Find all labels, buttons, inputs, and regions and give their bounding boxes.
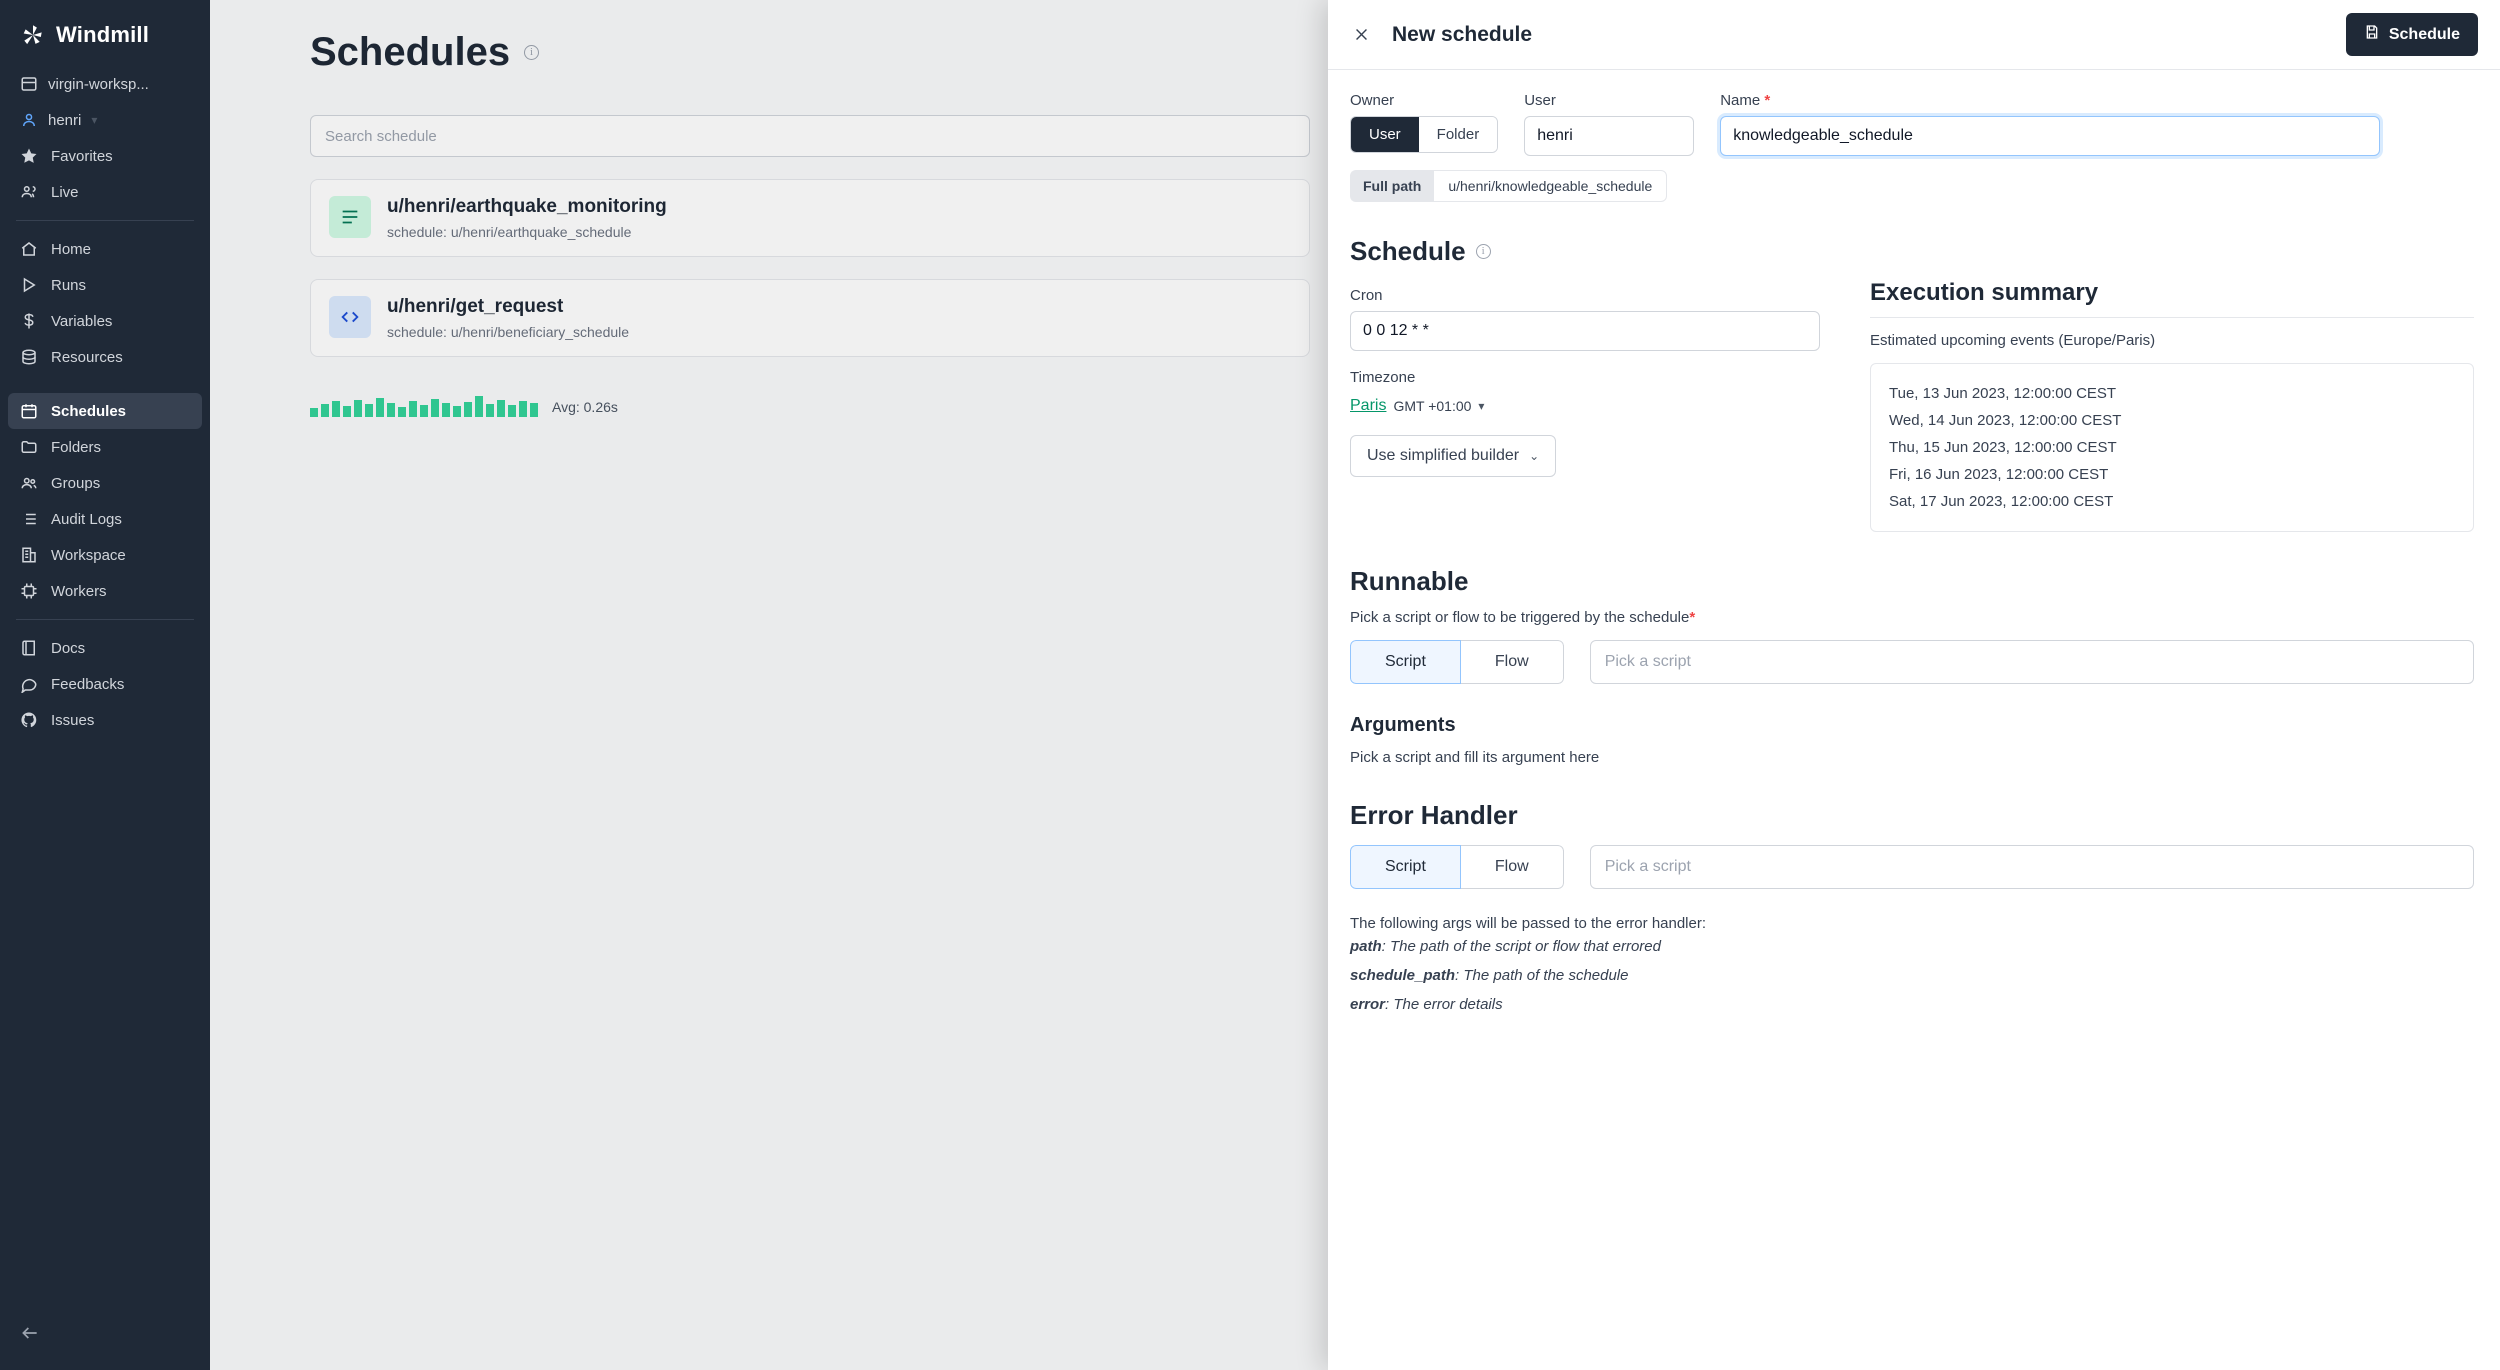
drawer-header	[1328, 0, 2500, 70]
dollar-icon	[20, 312, 38, 330]
info-icon[interactable]: i	[524, 45, 539, 60]
owner-row	[1350, 92, 2474, 156]
sidebar-item-live[interactable]	[0, 174, 210, 210]
runnable-script-picker[interactable]	[1590, 640, 2474, 684]
sidebar-item-label: Audit Logs	[51, 510, 122, 528]
full-path-value: u/henri/knowledgeable_schedule	[1433, 170, 1667, 202]
error-handler-option-flow[interactable]: Flow	[1461, 845, 1564, 889]
execution-summary-title: Execution summary	[1870, 279, 2099, 306]
error-handler-script-picker[interactable]	[1590, 845, 2474, 889]
runnable-note-text: Pick a script or flow to be triggered by the schedule	[1350, 609, 1690, 626]
error-handler-arg	[1350, 961, 2474, 990]
error-handler-section-header	[1350, 800, 2474, 831]
execution-summary-subtitle: Estimated upcoming events (Europe/Paris)	[1870, 332, 2156, 349]
sidebar-item-label: Docs	[51, 639, 86, 657]
sidebar-item-schedules[interactable]	[8, 393, 202, 429]
folder-icon	[20, 438, 38, 456]
save-icon	[2364, 24, 2380, 45]
error-handler-arg	[1350, 990, 2474, 1019]
info-icon[interactable]: i	[1476, 244, 1491, 259]
sidebar-item-feedbacks[interactable]	[0, 666, 210, 702]
owner-field	[1350, 92, 1498, 153]
arguments-note: Pick a script and fill its argument here	[1350, 749, 1600, 766]
execution-event: Fri, 16 Jun 2023, 12:00:00 CEST	[1889, 466, 2109, 483]
schedule-grid	[1350, 279, 2474, 532]
sidebar-item-audit-logs[interactable]	[0, 501, 210, 537]
new-schedule-drawer	[1328, 0, 2500, 1370]
error-handler-type-toggle[interactable]	[1350, 845, 1564, 889]
cpu-icon	[20, 582, 38, 600]
windmill-logo-icon	[20, 22, 46, 48]
sidebar-item-workspace[interactable]	[0, 537, 210, 573]
users-icon	[20, 183, 38, 201]
schedule-submit-label: Schedule	[2388, 25, 2460, 43]
sidebar-item-issues[interactable]	[0, 702, 210, 738]
brand-label: Windmill	[56, 22, 150, 47]
execution-event: Sat, 17 Jun 2023, 12:00:00 CEST	[1889, 493, 2114, 510]
schedule-left-col	[1350, 279, 1820, 532]
arguments-title: Arguments	[1350, 714, 1456, 736]
name-label-text: Name	[1720, 92, 1761, 109]
name-input[interactable]	[1720, 116, 2380, 156]
chevron-down-icon: ▾	[1478, 399, 1485, 413]
sidebar-item-groups[interactable]	[0, 465, 210, 501]
execution-summary	[1870, 279, 2474, 532]
simplified-builder-label: Use simplified builder	[1367, 447, 1520, 464]
divider	[16, 619, 194, 620]
error-handler-arg-key: schedule_path	[1350, 967, 1456, 984]
cron-input[interactable]	[1350, 311, 1820, 351]
execution-summary-box	[1870, 363, 2474, 532]
list-item-subtitle: schedule: u/henri/beneficiary_schedule	[387, 324, 630, 340]
user-menu[interactable]	[0, 102, 210, 138]
runnable-section-header	[1350, 566, 2474, 597]
calendar-icon	[20, 402, 38, 420]
list-icon	[20, 510, 38, 528]
sidebar-item-label: Workers	[51, 582, 107, 600]
divider	[16, 220, 194, 221]
sidebar-item-label: Runs	[51, 276, 87, 294]
owner-toggle[interactable]	[1350, 116, 1498, 153]
execution-event: Tue, 13 Jun 2023, 12:00:00 CEST	[1889, 385, 2117, 402]
list-item-title: u/henri/earthquake_monitoring	[387, 196, 667, 217]
error-handler-picker-row	[1350, 845, 2474, 889]
divider	[1870, 317, 2474, 318]
sidebar-item-label: Workspace	[51, 546, 126, 564]
sidebar-collapse-button[interactable]	[0, 1309, 210, 1370]
timezone-offset: GMT +01:00	[1393, 398, 1472, 414]
timezone-selector[interactable]	[1350, 397, 1484, 415]
error-handler-arg-desc: : The error details	[1385, 996, 1503, 1013]
workspace-label: virgin-worksp...	[48, 75, 149, 93]
sidebar-item-workers[interactable]	[0, 573, 210, 609]
sidebar-item-label: Feedbacks	[51, 675, 125, 693]
sidebar-item-home[interactable]	[0, 231, 210, 267]
full-path-row	[1350, 170, 2474, 202]
runnable-note	[1350, 609, 2474, 626]
error-handler-note: The following args will be passed to the error handler:	[1350, 915, 1707, 932]
chevron-down-icon: ⌄	[1529, 449, 1540, 463]
error-handler-option-script[interactable]: Script	[1350, 845, 1461, 889]
arrow-left-icon	[20, 1323, 38, 1341]
sidebar-item-label: Live	[51, 183, 79, 201]
list-item-subtitle: schedule: u/henri/earthquake_schedule	[387, 224, 632, 240]
schedule-submit-button[interactable]	[2346, 13, 2478, 56]
user-icon	[20, 111, 38, 129]
required-marker: *	[1689, 609, 1696, 626]
sidebar-item-runs[interactable]	[0, 267, 210, 303]
sidebar-item-label: Issues	[51, 711, 95, 729]
error-handler-arg	[1350, 932, 2474, 961]
name-label	[1720, 92, 2380, 109]
home-icon	[20, 240, 38, 258]
chat-icon	[20, 675, 38, 693]
owner-option-folder[interactable]: Folder	[1419, 117, 1498, 152]
full-path-tag: Full path	[1350, 170, 1433, 202]
schedule-section-title: Schedule	[1350, 236, 1466, 266]
cron-label: Cron	[1350, 287, 1383, 304]
sidebar-item-resources[interactable]	[0, 339, 210, 375]
execution-event: Thu, 15 Jun 2023, 12:00:00 CEST	[1889, 439, 2117, 456]
search-placeholder: Search schedule	[325, 127, 437, 145]
sidebar-item-docs[interactable]	[0, 630, 210, 666]
sidebar	[0, 0, 210, 1370]
sidebar-item-label: Home	[51, 240, 92, 258]
user-label: User	[1524, 92, 1556, 109]
sidebar-item-label: Variables	[51, 312, 113, 330]
sidebar-item-label: Groups	[51, 474, 101, 492]
runnable-option-script[interactable]: Script	[1350, 640, 1461, 684]
runnable-type-toggle[interactable]	[1350, 640, 1564, 684]
workspace-selector[interactable]	[0, 66, 210, 102]
name-field	[1720, 92, 2380, 156]
database-icon	[20, 348, 38, 366]
runnable-section-title: Runnable	[1350, 566, 1469, 596]
error-handler-title: Error Handler	[1350, 800, 1518, 830]
play-icon	[20, 276, 38, 294]
timezone-city: Paris	[1350, 397, 1387, 414]
runnable-option-flow[interactable]: Flow	[1461, 640, 1564, 684]
drawer-body	[1328, 70, 2500, 1370]
list-item-title: u/henri/get_request	[387, 296, 564, 317]
owner-label: Owner	[1350, 92, 1395, 109]
runnable-picker-row	[1350, 640, 2474, 684]
execution-event: Wed, 14 Jun 2023, 12:00:00 CEST	[1889, 412, 2122, 429]
building-icon	[20, 546, 38, 564]
timezone-label: Timezone	[1350, 369, 1416, 386]
user-input[interactable]	[1524, 116, 1694, 156]
book-icon	[20, 639, 38, 657]
workspace-icon	[20, 75, 38, 93]
runnable-script-placeholder: Pick a script	[1604, 653, 1691, 670]
sidebar-item-label: Favorites	[51, 147, 113, 165]
user-label: henri	[48, 111, 82, 129]
close-icon[interactable]	[1346, 20, 1376, 50]
sidebar-item-label: Schedules	[51, 402, 127, 420]
sparkline-label: Avg: 0.26s	[552, 399, 618, 415]
error-handler-arg-desc: : The path of the schedule	[1455, 967, 1629, 984]
sidebar-item-folders[interactable]	[0, 429, 210, 465]
error-handler-arg-desc: : The path of the script or flow that errored	[1381, 938, 1661, 955]
required-marker: *	[1764, 92, 1771, 109]
sidebar-item-label: Folders	[51, 438, 102, 456]
chevron-down-icon: ▾	[91, 113, 98, 127]
simplified-builder-button[interactable]	[1350, 435, 1556, 477]
owner-option-user[interactable]: User	[1351, 117, 1419, 152]
sidebar-item-variables[interactable]	[0, 303, 210, 339]
sidebar-item-label: Resources	[51, 348, 123, 366]
group-icon	[20, 474, 38, 492]
github-icon	[20, 711, 38, 729]
user-field	[1524, 92, 1694, 156]
schedule-section-header	[1350, 236, 2474, 267]
error-handler-arg-key: path	[1350, 938, 1382, 955]
error-handler-arg-key: error	[1350, 996, 1386, 1013]
error-handler-script-placeholder: Pick a script	[1604, 858, 1691, 875]
brand[interactable]	[0, 0, 210, 66]
drawer-title: New schedule	[1392, 22, 1533, 46]
star-icon	[20, 147, 38, 165]
page-title: Schedules	[310, 30, 511, 74]
sidebar-item-favorites[interactable]	[0, 138, 210, 174]
